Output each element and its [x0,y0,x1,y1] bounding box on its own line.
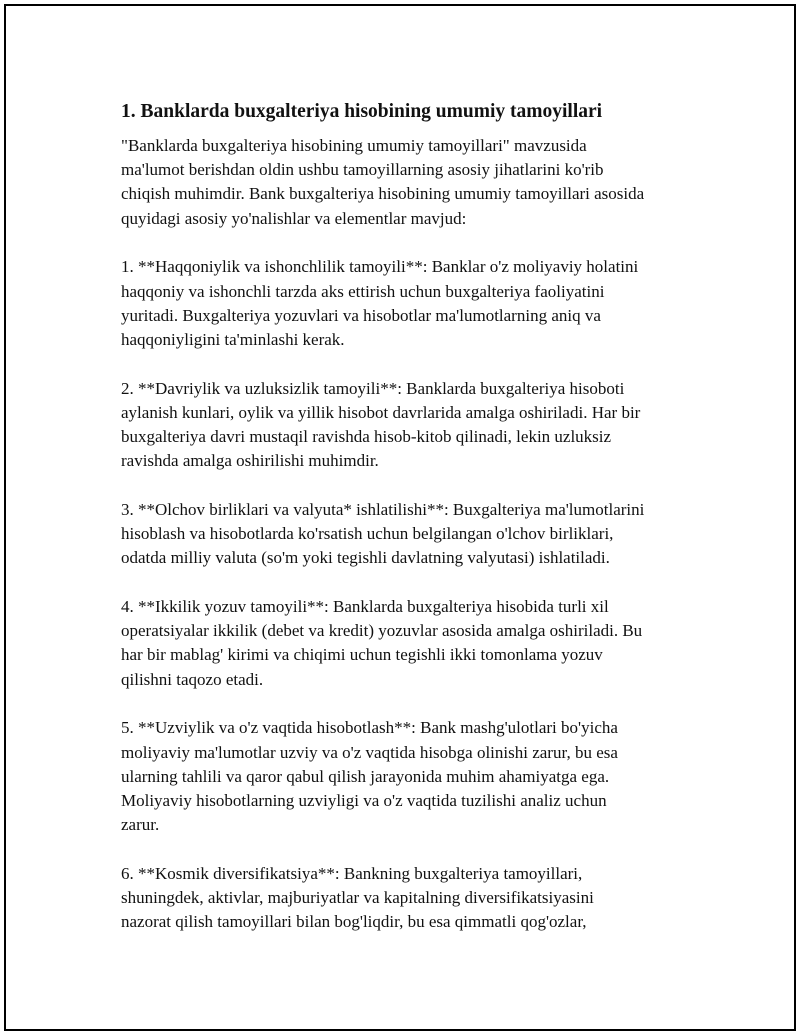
text-line: aylanish kunlari, oylik va yillik hisobot davrlarida amalga oshiriladi. Har bir [121,402,641,422]
text-line: ravishda amalga oshirilishi muhimdir. [121,451,379,471]
text-line: 1. **Haqqoniylik va ishonchlilik tamoyili**: Banklar o'z moliyaviy holatini [121,257,639,277]
text-line: buxgalteriya davri mustaqil ravishda hisob-kitob qilinadi, lekin uzluksiz [121,427,612,447]
text-line: 4. **Ikkilik yozuv tamoyili**: Banklarda buxgalteriya hisobida turli xil [121,597,609,617]
text-line: "Banklarda buxgalteriya hisobining umumiy tamoyillari" mavzusida [121,136,587,155]
principle-paragraph-1 [121,255,711,352]
section-heading: 1. Banklarda buxgalteriya hisobining umumiy tamoyillari [121,101,603,122]
text-line: odatda milliy valuta (so'm yoki tegishli davlatning valyutasi) ishlatiladi. [121,548,610,568]
text-line: quyidagi asosiy yo'nalishlar va elementlar mavjud: [121,208,467,228]
principle-paragraph-6 [121,862,711,935]
text-line: hisoblash va hisobotlarda ko'rsatish uchun belgilangan o'lchov birliklari, [121,524,614,544]
page-frame [4,4,796,1031]
text-line: yuritadi. Buxgalteriya yozuvlari va hisobotlar ma'lumotlarning aniq va [121,305,601,325]
text-line: 5. **Uzviylik va o'z vaqtida hisobotlash**: Bank mashg'ulotlari bo'yicha [121,718,618,738]
intro-paragraph [121,134,711,231]
text-line: Moliyaviy hisobotlarning uzviyligi va o'z vaqtida tuzilishi analiz uchun [121,790,607,810]
text-line: haqqoniyligini ta'minlashi kerak. [121,329,345,349]
principle-paragraph-5 [121,716,711,837]
text-line: 2. **Davriylik va uzluksizlik tamoyili**: Banklarda buxgalteriya hisoboti [121,378,625,398]
text-line: chiqish muhimdir. Bank buxgalteriya hisobining umumiy tamoyillari asosida [121,184,645,204]
text-line: ma'lumot berishdan oldin ushbu tamoyillarning asosiy jihatlarini ko'rib [121,160,604,180]
text-line: 3. **Olchov birliklari va valyuta* ishlatilishi**: Buxgalteriya ma'lumotlarini [121,499,645,519]
text-line: shuningdek, aktivlar, majburiyatlar va kapitalning diversifikatsiyasini [121,888,594,908]
text-line: moliyaviy ma'lumotlar uzviy va o'z vaqtida hisobga olinishi zarur, bu esa [121,742,618,762]
document-body [121,98,711,959]
text-line: operatsiyalar ikkilik (debet va kredit) yozuvlar asosida amalga oshiriladi. Bu [121,621,643,641]
principle-paragraph-4 [121,595,711,692]
text-line: qilishni taqozo etadi. [121,669,264,689]
text-line: haqqoniy va ishonchli tarzda aks ettirish uchun buxgalteriya faoliyatini [121,281,605,301]
text-line: zarur. [121,815,160,835]
principle-paragraph-2 [121,377,711,474]
text-line: nazorat qilish tamoyillari bilan bog'liqdir, bu esa qimmatli qog'ozlar, [121,912,587,932]
text-line: 6. **Kosmik diversifikatsiya**: Bankning buxgalteriya tamoyillari, [121,863,583,883]
text-line: ularning tahlili va qaror qabul qilish jarayonida muhim ahamiyatga ega. [121,766,610,786]
principle-paragraph-3 [121,498,711,571]
text-line: har bir mablag' kirimi va chiqimi uchun tegishli ikki tomonlama yozuv [121,645,603,665]
